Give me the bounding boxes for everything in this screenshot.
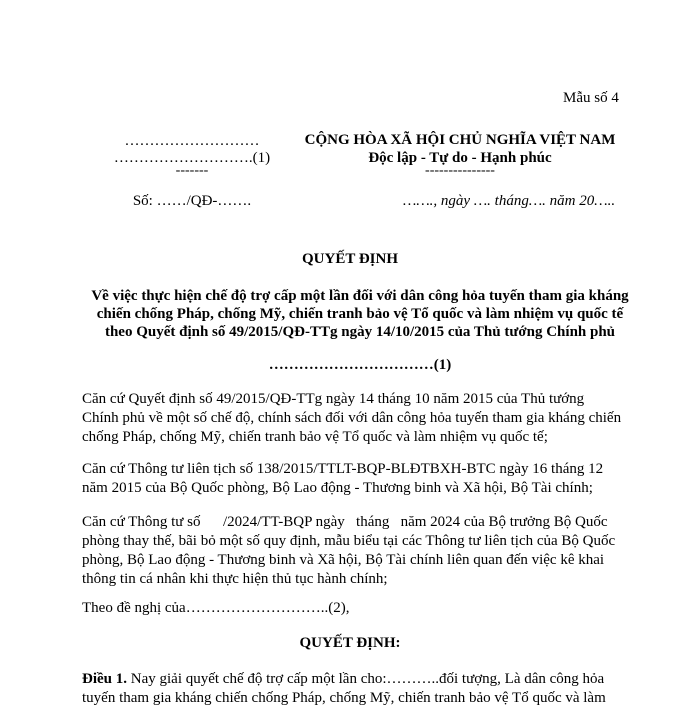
legal-basis-2-line-1: Căn cứ Thông tư liên tịch số 138/2015/TTLT-BQP-BLĐTBXH-BTC ngày 16 tháng 12 <box>82 461 604 477</box>
form-label: Mẫu số 4 <box>563 90 619 106</box>
national-motto: Độc lập - Tự do - Hạnh phúc <box>368 150 552 166</box>
legal-basis-1-line-1: Căn cứ Quyết định số 49/2015/QĐ-TTg ngày 14 tháng 10 năm 2015 của Thủ tướng <box>82 391 585 407</box>
article-1-text-line-1: Nay giải quyết chế độ trợ cấp một lần cho:………..đối tượng, Là dân công hỏa <box>127 671 605 687</box>
left-header-divider: ------- <box>175 163 209 178</box>
decision-heading: QUYẾT ĐỊNH: <box>299 635 401 651</box>
issuing-authority: ……………………………(1) <box>268 357 452 373</box>
article-1-label: Điều 1. <box>82 671 127 687</box>
article-1 <box>82 670 622 708</box>
subject-line-1: Về việc thực hiện chế độ trợ cấp một lần đối với dân công hỏa tuyến tham gia kháng <box>91 288 629 304</box>
legal-basis-3-line-1: Căn cứ Thông tư số /2024/TT-BQP ngày tháng năm 2024 của Bộ trưởng Bộ Quốc <box>82 514 608 530</box>
subject-line-3: theo Quyết định số 49/2015/QĐ-TTg ngày 14/10/2015 của Thủ tướng Chính phủ <box>104 324 616 340</box>
agency-name-line: ……………………….(1) <box>113 150 271 166</box>
right-header-divider: --------------- <box>425 163 495 178</box>
legal-basis-1-line-2: Chính phủ về một số chế độ, chính sách đối với dân công hỏa tuyến tham gia kháng chiến <box>82 410 622 426</box>
issue-date: ……., ngày …. tháng…. năm 20….. <box>403 193 616 209</box>
legal-basis-2 <box>82 460 622 498</box>
legal-basis-3-line-3: phòng, Bộ Lao động - Thương binh và Xã hội, Bộ Tài chính liên quan đến việc kê khai <box>82 552 605 568</box>
country-name: CỘNG HÒA XÃ HỘI CHỦ NGHĨA VIỆT NAM <box>304 132 616 148</box>
legal-basis-2-line-2: năm 2015 của Bộ Quốc phòng, Bộ Lao động - Thương binh và Xã hội, Bộ Tài chính; <box>82 480 593 496</box>
article-1-text-line-2: tuyến tham gia kháng chiến chống Pháp, chống Mỹ, chiến tranh bảo vệ Tổ quốc và làm <box>82 690 606 706</box>
document-number: Số: ……/QĐ-……. <box>132 193 252 209</box>
legal-basis-3 <box>82 513 622 589</box>
legal-basis-3-line-2: phòng thay thế, bãi bỏ một số quy định, mẫu biểu tại các Thông tư liên tịch của Bộ Quốc <box>82 533 616 549</box>
legal-basis-1 <box>82 390 622 447</box>
legal-basis-3-line-4: thông tin cá nhân khi thực hiện thủ tục hành chính; <box>82 571 388 587</box>
agency-parent-line: ……………………… <box>124 133 260 149</box>
subject-line-2: chiến chống Pháp, chống Mỹ, chiến tranh bảo vệ Tổ quốc và làm nhiệm vụ quốc tế <box>96 306 624 322</box>
proposal-line: Theo đề nghị của………………………..(2), <box>82 600 350 616</box>
document-title: QUYẾT ĐỊNH <box>302 251 398 267</box>
legal-basis-1-line-3: chống Pháp, chống Mỹ, chiến tranh bảo vệ Tổ quốc và làm nhiệm vụ quốc tế; <box>82 429 548 445</box>
